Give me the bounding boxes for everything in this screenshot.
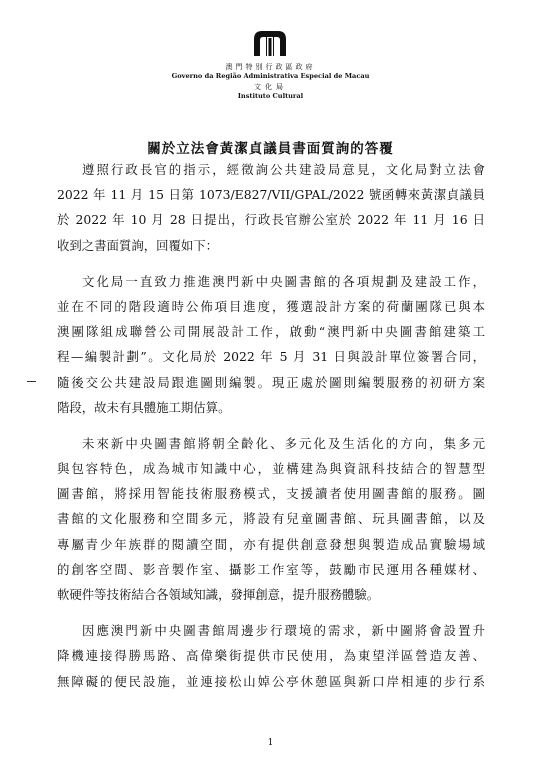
margin-fold-mark [27,381,36,382]
text-line: 程—編製計劃”。文化局於 2022 年 5 月 31 日與設計單位簽署合同， [57,349,485,365]
page-number: 1 [267,738,274,748]
government-name-portuguese: Governo da Região Administrativa Especial de Macau [171,72,370,80]
text-line: 文化局一直致力推進澳門新中央圖書館的各項規劃及建設工作， [82,273,485,289]
text-line: 收到之書面質詢，回覆如下： [57,237,219,253]
text-line: 於 2022 年 10 月 28 日提出，行政長官辦公室於 2022 年 11 月 16 日 [57,212,485,228]
text-line: 圖書館，將採用智能技術服務模式，支援讀者使用圖書館的服務。圖 [57,486,485,502]
text-line: 因應澳門新中央圖書館周邊步行環境的需求，新中圖將會設置升 [82,623,485,639]
text-line: 澳團隊組成聯營公司開展設計工作，啟動“澳門新中央圖書館建築工 [57,324,485,340]
text-line: 書館的文化服務和空間多元，將設有兒童圖書館、玩具圖書館，以及 [57,511,485,527]
department-name-portuguese: Instituto Cultural [237,92,304,100]
text-line: 未來新中央圖書館將朝全齡化、多元化及生活化的方向，集多元 [82,435,485,451]
paragraph [57,269,485,420]
text-line: 降機連接得勝馬路、高偉樂街提供市民使用，為東望洋區營造友善、 [57,648,485,664]
document-title: 關於立法會黃潔貞議員書面質詢的答覆 [147,141,394,157]
paragraph [57,431,485,607]
government-name-chinese: 澳門特別行政區政府 [225,63,316,71]
text-line: 並在不同的階段適時公佈項目進度，獲選設計方案的荷蘭團隊已與本 [57,298,485,314]
department-name-chinese: 文化局 [254,83,287,91]
text-line: 與包容特色，成為城市知識中心，並構建為與資訊科技結合的智慧型 [57,461,485,477]
text-line: 遵照行政長官的指示，經徵詢公共建設局意見，文化局對立法會 [82,162,485,177]
text-line: 2022 年 11 月 15 日第 1073/E827/VII/GPAL/2022 號函轉來黃潔貞議員 [57,187,485,203]
document-body [57,157,485,694]
paragraph [57,618,485,694]
text-line: 專屬青少年族群的閱讀空間，亦有提供創意發想與製造成品實驗場域 [57,536,485,552]
paragraph [57,157,485,258]
text-line: 隨後交公共建設局跟進圖則編製。現正處於圖則編製服務的初研方案 [57,374,485,390]
text-line: 軟硬件等技術結合各領域知識，發揮創意，提升服務體驗。 [57,587,380,602]
macau-government-emblem-icon [252,29,288,57]
text-line: 階段，故未有具體施工期估算。 [57,399,231,415]
text-line: 無障礙的便民設施，並連接松山婥公亭休憩區與新口岸相連的步行系 [57,673,485,689]
text-line: 的創客空間、影音製作室、攝影工作室等，鼓勵市民運用各種媒材、 [57,561,485,577]
